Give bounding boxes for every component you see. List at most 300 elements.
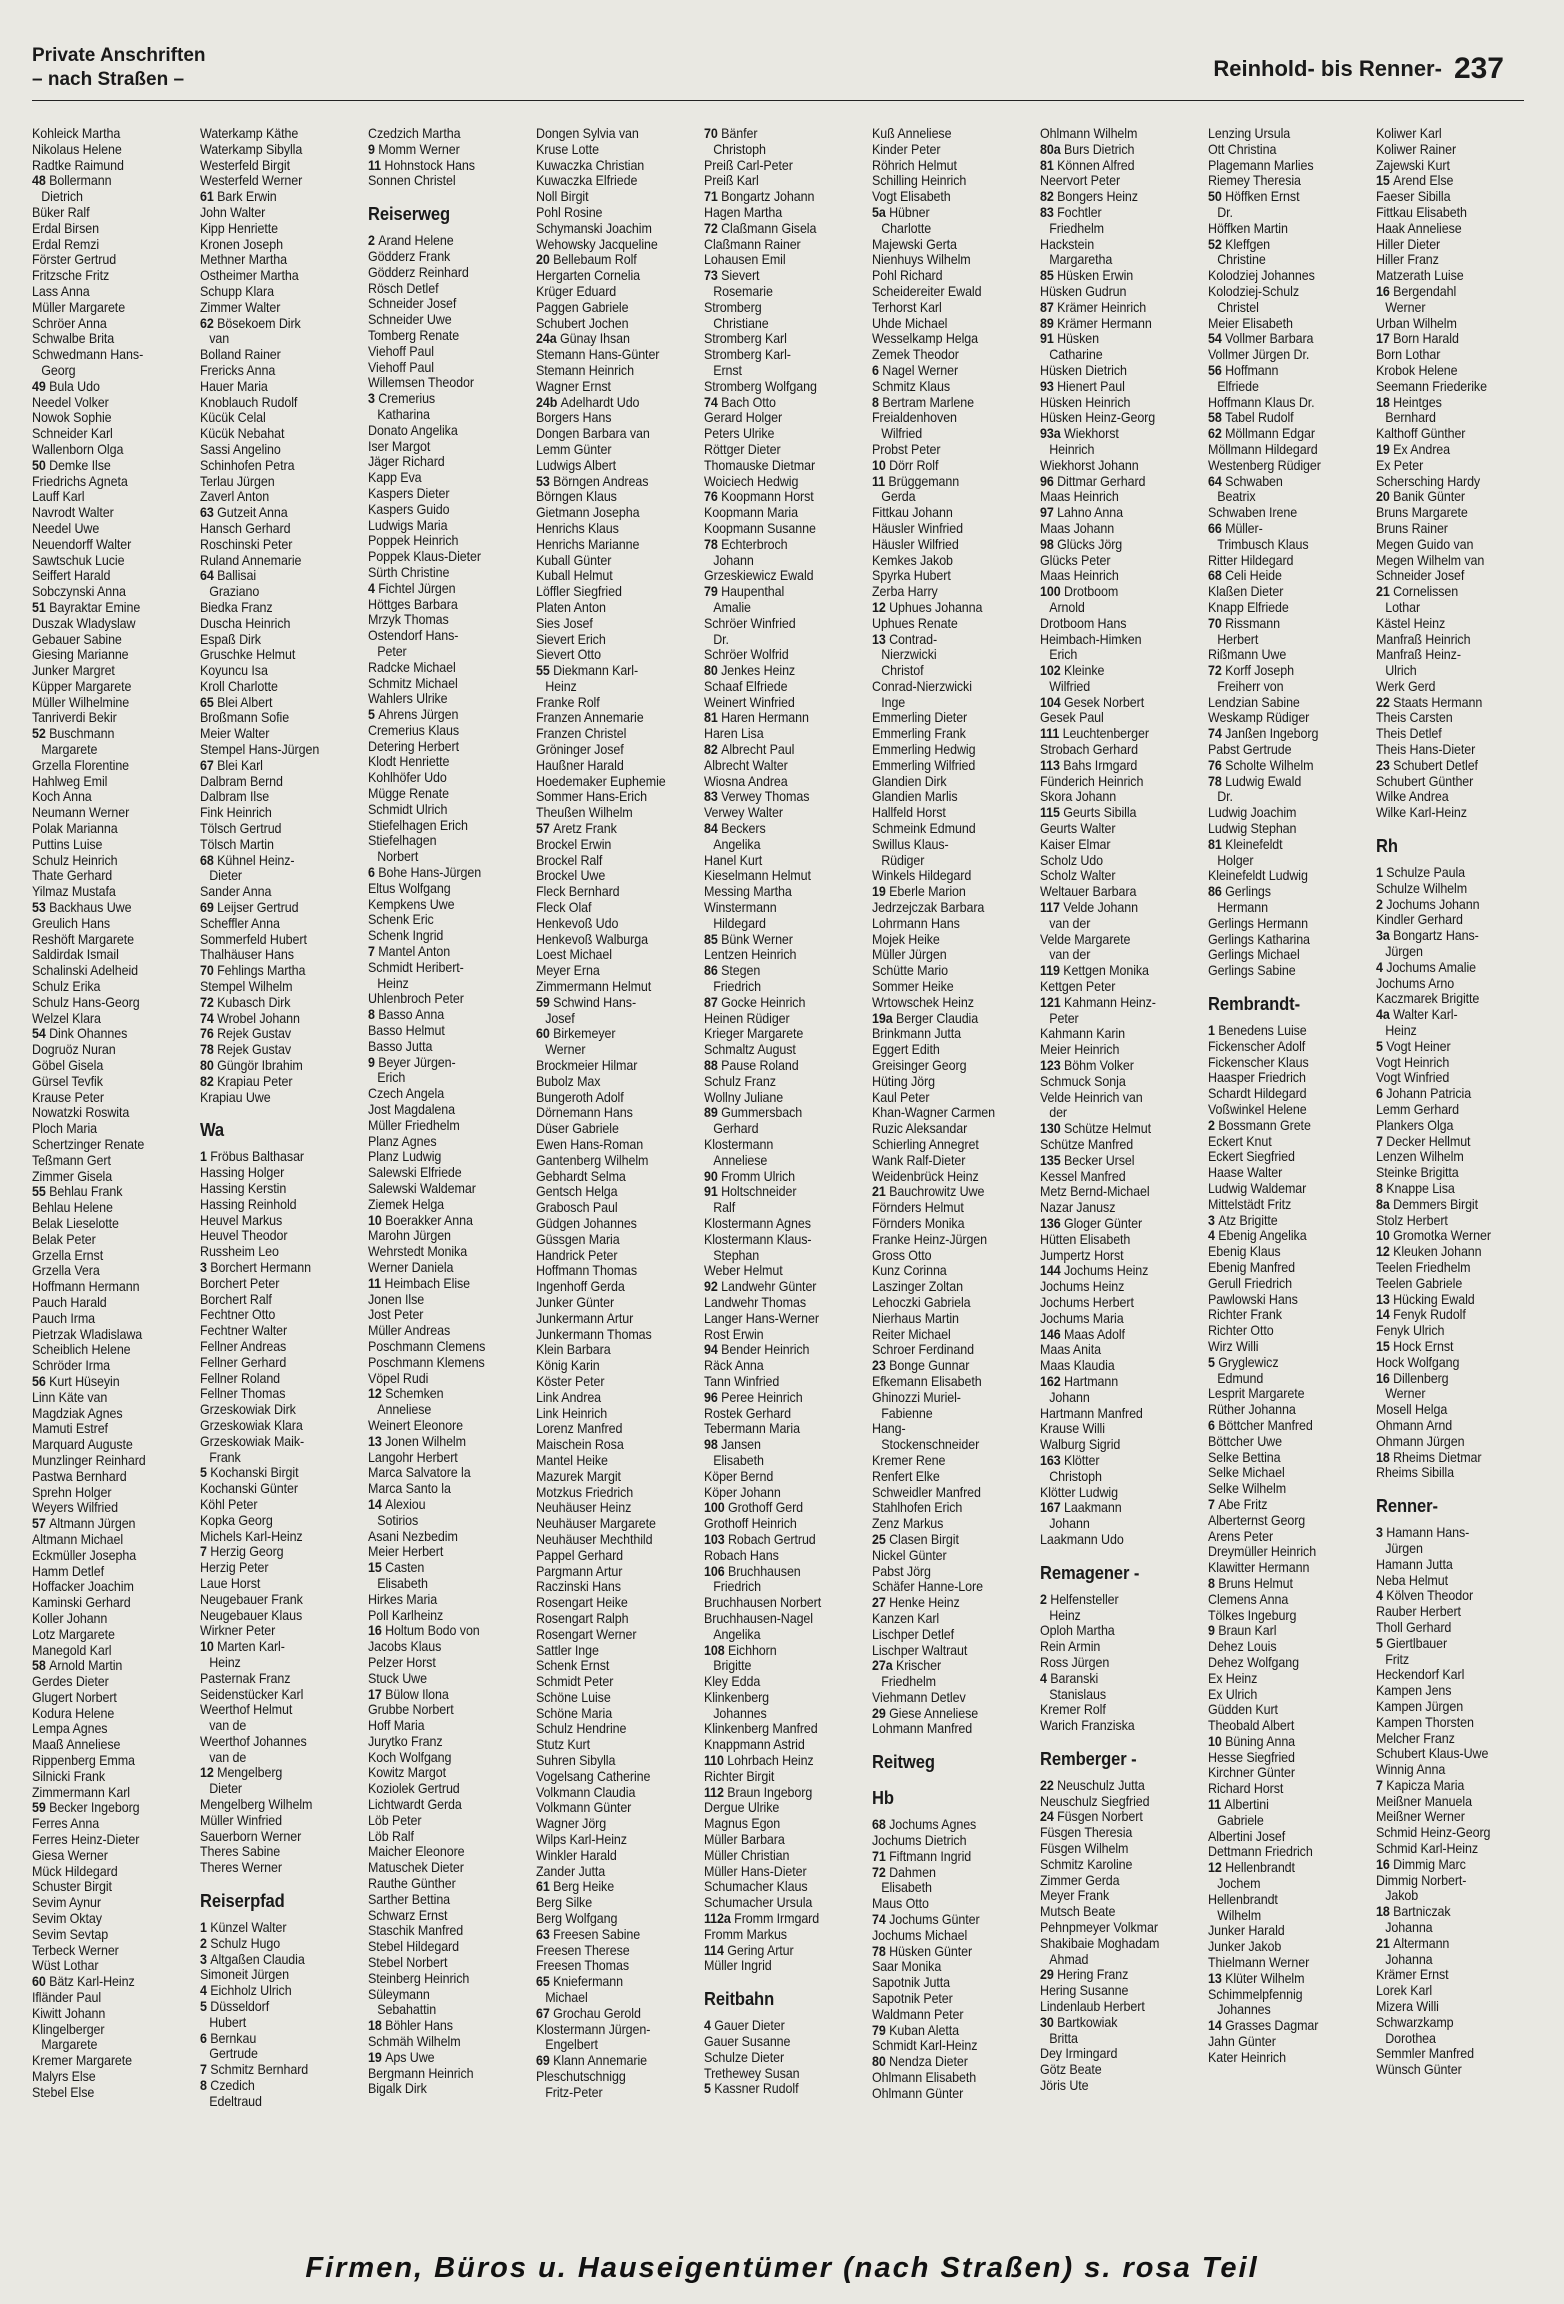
directory-entry: Walburg Sigrid [1040,1437,1121,1453]
house-number: 49 [32,378,50,394]
directory-entry: Gentsch Helga [536,1184,618,1200]
directory-entry: Terbeck Werner [32,1942,119,1958]
directory-entry: 58 Tabel Rudolf [1208,410,1294,426]
directory-entry: Tölsch Martin [200,836,274,852]
directory-entry: Zajewski Kurt [1376,157,1450,173]
house-number: 58 [1208,410,1226,426]
directory-entry: Knoblauch Rudolf [200,394,298,410]
street-heading: Hb [872,1788,894,1809]
page-range-heading [1213,52,1504,86]
directory-entry: Hang- [872,1421,906,1437]
directory-entry: Ross Jürgen [1040,1654,1110,1670]
directory-entry: Weyers Wilfried [32,1500,118,1516]
directory-entry: Räck Anna [704,1358,764,1374]
directory-entry: Viehmann Detlev [872,1689,966,1705]
directory-entry: 57 Aretz Frank [536,821,617,837]
directory-entry: 18 Bartniczak [1376,1904,1451,1920]
directory-entry: Müller Jürgen [872,947,947,963]
directory-entry: Gürsel Tevfik [32,1073,103,1089]
directory-entry: Kaiser Elmar [1040,836,1111,852]
house-number: 136 [1040,1215,1064,1231]
directory-entry: Mittelstädt Fritz [1208,1196,1292,1212]
directory-entry: Theußen Wilhelm [536,805,633,821]
directory-entry: 100 Drotboom [1040,584,1119,600]
directory-entry: Röhrich Helmut [872,157,957,173]
entry-continuation: Hubert [209,2014,247,2030]
house-number: 9 [1208,1623,1219,1639]
directory-entry: 17 Bülow Ilona [368,1686,449,1702]
directory-entry: Rippenberg Emma [32,1753,135,1769]
house-number: 27 [872,1595,890,1611]
directory-entry: Plagemann Marlies [1208,157,1314,173]
directory-entry: Junkermann Artur [536,1310,634,1326]
house-number: 92 [704,1279,722,1295]
directory-entry: Fickenscher Klaus [1208,1054,1309,1070]
directory-entry: 7 Kapicza Maria [1376,1777,1465,1793]
directory-entry: 54 Vollmer Barbara [1208,331,1314,347]
directory-entry: Needel Volker [32,394,109,410]
directory-entry: 62 Möllmann Edgar [1208,426,1315,442]
house-number: 5 [1376,1635,1387,1651]
directory-entry: Jost Magdalena [368,1102,456,1118]
directory-entry: Skora Johann [1040,789,1117,805]
entry-continuation: van [209,331,230,347]
directory-entry: 50 Demke Ilse [32,457,111,473]
directory-entry: Mügge Renate [368,786,449,802]
directory-entry: Ferres Heinz-Dieter [32,1832,140,1848]
entry-continuation: Hermann [1217,900,1269,916]
directory-entry: Gröninger Josef [536,742,624,758]
directory-entry: Schupp Klara [200,283,274,299]
directory-entry: Schneider Uwe [368,312,452,328]
directory-entry: Ruland Annemarie [200,552,302,568]
directory-entry: Möllmann Hildegard [1208,441,1318,457]
directory-entry: Belak Peter [32,1231,96,1247]
house-number: 10 [368,1212,386,1228]
directory-entry: Güdgen Johannes [536,1215,637,1231]
directory-entry: Süleymann [368,1986,430,2002]
directory-entry: Jedrzejczak Barbara [872,900,985,916]
directory-entry: 5 Düsseldorf [200,1999,270,2015]
directory-entry: Schilling Heinrich [872,173,967,189]
directory-entry: Suhren Sibylla [536,1753,616,1769]
directory-entry: Ebenig Klaus [1208,1244,1281,1260]
directory-entry: Rosengart Werner [536,1626,637,1642]
directory-entry: 6 Böttcher Manfred [1208,1417,1313,1433]
directory-entry: Meier Herbert [368,1544,444,1560]
directory-entry: Espaß Dirk [200,631,261,647]
directory-entry: Fritzsche Fritz [32,268,110,284]
directory-entry: Kolodziej-Schulz [1208,283,1299,299]
house-number: 12 [872,599,890,615]
directory-entry: Wesselkamp Helga [872,331,979,347]
street-heading: Remberger - [1040,1748,1137,1769]
directory-entry: Lenzen Wilhelm [1376,1149,1464,1165]
entry-continuation: Rüdiger [881,852,925,868]
directory-entry: Tanriverdi Bekir [32,710,117,726]
directory-entry: Schulze Wilhelm [1376,880,1468,896]
house-number: 21 [1376,1935,1394,1951]
directory-entry: Stemann Hans-Günter [536,347,660,363]
directory-entry: Poppek Heinrich [368,533,459,549]
directory-entry: Grzeskiewicz Ewald [704,568,814,584]
house-number: 71 [704,189,722,205]
directory-entry: Weinert Winfried [704,694,795,710]
directory-entry: Hiller Dieter [1376,236,1441,252]
house-number: 15 [368,1560,386,1576]
directory-entry: Koziolek Gertrud [368,1781,460,1797]
directory-entry: Hauer Maria [200,378,268,394]
directory-entry: Laakmann Udo [1040,1531,1124,1547]
directory-entry: 72 Dahmen [872,1864,936,1880]
directory-entry: Sassi Angelino [200,441,281,457]
house-number: 94 [704,1342,722,1358]
directory-entry: Richard Horst [1208,1781,1284,1797]
directory-entry: Brinkmann Jutta [872,1026,961,1042]
directory-entry: 18 Rheims Dietmar [1376,1449,1482,1465]
directory-entry: Klingelberger [32,2021,105,2037]
house-number: 68 [200,852,218,868]
directory-entry: Fickenscher Adolf [1208,1038,1306,1054]
directory-entry: Manegold Karl [32,1642,112,1658]
directory-entry: Schmitz Karoline [1040,1856,1133,1872]
directory-entry: Ifländer Paul [32,1990,102,2006]
directory-entry: Glugert Norbert [32,1689,117,1705]
directory-entry: Dreymüller Heinrich [1208,1544,1317,1560]
directory-entry: Born Lothar [1376,347,1441,363]
directory-entry: Neuhäuser Margarete [536,1516,656,1532]
directory-entry: Richter Birgit [704,1768,775,1784]
directory-entry: Kindler Gerhard [1376,912,1463,928]
directory-entry: Yilmaz Mustafa [32,884,116,900]
directory-entry: 19 Ex Andrea [1376,441,1451,457]
directory-entry: Wehowsky Jacqueline [536,236,658,252]
directory-entry: Welzel Klara [32,1010,101,1026]
directory-entry: 91 Holtschneider [704,1184,797,1200]
directory-entry: Nikolaus Helene [32,141,122,157]
directory-entry: Gerlings Hermann [1208,915,1309,931]
directory-entry: Eggert Edith [872,1042,940,1058]
directory-entry: Nierhaus Martin [872,1310,959,1326]
directory-entry: Marohn Jürgen [368,1228,451,1244]
directory-entry: 13 Klüter Wilhelm [1208,1970,1305,1986]
directory-entry: Vollmer Jürgen Dr. [1208,347,1310,363]
directory-entry: Lohmann Manfred [872,1721,973,1737]
directory-entry: Kruse Lotte [536,141,599,157]
directory-entry: Dey Irmingard [1040,2046,1118,2062]
directory-entry: Schulze Dieter [704,2049,785,2065]
directory-entry: Stuck Uwe [368,1670,427,1686]
directory-entry: 1 Benedens Luise [1208,1023,1307,1039]
house-number: 64 [1208,473,1226,489]
entry-continuation: Margarete [41,2037,98,2053]
directory-entry: Schwedmann Hans- [32,347,144,363]
directory-entry: Dongen Sylvia van [536,126,639,141]
house-number: 11 [872,473,889,489]
directory-entry: Büker Ralf [32,204,90,220]
directory-entry: Krause Peter [32,1089,104,1105]
directory-entry: Emmerling Frank [872,726,966,742]
directory-entry: 12 Mengelberg [200,1765,283,1781]
directory-entry: Seemann Friederike [1376,378,1487,394]
directory-entry: Schertzinger Renate [32,1137,145,1152]
house-number: 2 [1208,1117,1219,1133]
house-number: 11 [1208,1797,1225,1813]
directory-entry: Biedka Franz [200,599,273,615]
directory-entry: Schmidt Heribert- [368,959,464,975]
directory-entry: 4 Eichholz Ulrich [200,1983,292,1999]
directory-entry: Nickel Günter [872,1547,947,1563]
directory-entry: Czedzich Martha [368,126,461,141]
directory-entry: Heuvel Markus [200,1212,283,1228]
house-number: 144 [1040,1263,1064,1279]
directory-entry: Nowok Sophie [32,410,112,426]
directory-entry: 10 Marten Karl- [200,1639,285,1655]
house-number: 23 [872,1358,890,1374]
directory-entry: Lichtwardt Gerda [368,1797,462,1813]
directory-entry: Eckert Siegfried [1208,1149,1295,1165]
directory-entry: 86 Stegen [704,963,761,979]
directory-entry: Hansch Gerhard [200,520,291,536]
directory-entry: Lorek Karl [1376,1983,1433,1999]
directory-entry: Link Heinrich [536,1405,608,1421]
house-number: 30 [1040,2014,1058,2030]
directory-entry: Riemey Theresia [1208,173,1301,189]
entry-continuation: Catharine [1049,347,1103,363]
directory-entry: Fellner Thomas [200,1386,286,1402]
house-number: 5a [872,204,890,220]
directory-entry: Duscha Heinrich [200,615,291,631]
house-number: 19 [368,2049,386,2065]
house-number: 13 [872,631,890,647]
directory-entry: Willemsen Theodor [368,375,474,391]
entry-continuation: Werner [1385,299,1426,315]
directory-entry: 83 Fochtler [1040,204,1102,220]
directory-entry: 106 Bruchhausen [704,1563,801,1579]
directory-entry: Schmaltz August [704,1042,796,1058]
house-number: 80 [704,663,722,679]
house-number: 60 [536,1026,554,1042]
directory-entry: Güdden Kurt [1208,1702,1278,1718]
directory-entry: Nowatzki Roswita [32,1105,130,1121]
house-number: 78 [872,1943,890,1959]
house-number: 68 [872,1817,890,1833]
entry-continuation: Dr. [1217,789,1233,805]
directory-entry: 16 Bergendahl [1376,283,1457,299]
directory-entry: Dimmig Norbert- [1376,1872,1467,1888]
directory-entry: Majewski Gerta [872,236,957,252]
directory-entry: 60 Bätz Karl-Heinz [32,1974,135,1990]
entry-continuation: Frank [209,1449,241,1465]
directory-entry: 56 Hoffmann [1208,362,1279,378]
directory-entry: Waldmann Peter [872,2006,964,2022]
directory-entry: 12 Hellenbrandt [1208,1860,1295,1876]
directory-entry: 22 Staats Hermann [1376,694,1483,710]
directory-entry: Schröer Anna [32,315,107,331]
directory-entry: Kaczmarek Brigitte [1376,991,1480,1007]
house-number: 54 [1208,331,1226,347]
directory-entry: 49 Bula Udo [32,378,100,394]
house-number: 8 [368,1007,379,1023]
house-number: 8 [872,394,883,410]
directory-entry: 67 Grochau Gerold [536,2005,641,2021]
house-number: 61 [536,1879,554,1895]
directory-entry: Detering Herbert [368,738,459,754]
directory-entry: 20 Bellebaum Rolf [536,252,637,268]
directory-entry: 96 Peree Heinrich [704,1389,803,1405]
directory-entry: 19a Berger Claudia [872,1010,979,1026]
directory-entry: Lempa Agnes [32,1721,108,1737]
directory-entry: Preiß Carl-Peter [704,157,793,173]
house-number: 4 [1040,1670,1051,1686]
entry-continuation: Elfriede [1217,378,1259,394]
directory-entry: 68 Celi Heide [1208,568,1282,584]
directory-entry: 5 Giertlbauer [1376,1635,1448,1651]
directory-entry: Raczinski Hans [536,1579,621,1595]
directory-entry: Hüsken Dietrich [1040,362,1127,378]
house-number: 18 [1376,1904,1394,1920]
directory-entry: Bergmann Heinrich [368,2065,474,2081]
directory-entry: Semmler Manfred [1376,2046,1475,2062]
directory-entry: Ludwig Stephan [1208,821,1297,837]
directory-entry: 103 Robach Gertrud [704,1531,816,1547]
directory-entry: John Walter [200,204,266,220]
house-number: 13 [1208,1970,1226,1986]
directory-entry: 15 Arend Else [1376,173,1454,189]
house-number: 76 [200,1026,218,1042]
directory-entry: Emmerling Hedwig [872,742,976,758]
directory-column [704,126,857,2218]
directory-entry: Strobach Gerhard [1040,742,1138,758]
directory-entry: Sander Anna [200,884,272,900]
directory-entry: Sies Josef [536,615,593,631]
directory-entry: Schmidt Ulrich [368,801,448,817]
directory-entry: 136 Gloger Günter [1040,1215,1143,1231]
directory-entry: Jochums Arno [1376,975,1455,991]
directory-entry: Kleinefeldt Ludwig [1208,868,1308,884]
directory-entry: Sarther Bettina [368,1891,451,1907]
directory-entry: Grzella Vera [32,1263,100,1279]
directory-entry: Schumacher Ursula [704,1895,813,1911]
directory-entry: 89 Krämer Hermann [1040,315,1152,331]
directory-entry: 74 Wrobel Johann [200,1010,300,1026]
directory-entry: Fromm Markus [704,1926,787,1942]
entry-continuation: Britta [1049,2030,1078,2046]
directory-entry: Saldirdak Ismail [32,947,119,963]
directory-entry: Gross Otto [872,1247,932,1263]
directory-entry: Haase Walter [1208,1165,1283,1181]
directory-entry: Laszinger Zoltan [872,1279,963,1295]
house-number: 83 [704,789,722,805]
directory-entry: Stromberg Wolfgang [704,378,817,394]
directory-entry: Cremerius Klaus [368,722,460,738]
directory-entry: Kieselmann Helmut [704,868,811,884]
directory-entry: Paggen Gabriele [536,299,629,315]
house-number: 74 [200,1010,218,1026]
house-number: 106 [704,1563,728,1579]
house-number: 16 [368,1623,386,1639]
directory-entry: Mrzyk Thomas [368,612,449,628]
directory-entry: Klinkenberg Manfred [704,1721,818,1737]
directory-entry: Meier Elisabeth [1208,315,1293,331]
directory-entry: Ott Christina [1208,141,1277,157]
directory-entry: Pappel Gerhard [536,1547,624,1563]
directory-entry: 72 Kubasch Dirk [200,994,291,1010]
house-number: 64 [200,568,218,584]
directory-entry: 96 Dittmar Gerhard [1040,473,1146,489]
house-number: 80 [872,2054,890,2070]
directory-entry: Gebauer Sabine [32,631,122,647]
house-number: 98 [1040,536,1058,552]
house-number: 24 [1040,1809,1058,1825]
directory-entry: Tebermann Maria [704,1421,800,1437]
directory-entry: Lehoczki Gabriela [872,1294,971,1310]
directory-entry: Theis Carsten [1376,710,1453,726]
directory-entry: 68 Kühnel Heinz- [200,852,295,868]
directory-entry: 7 Schmitz Bernhard [200,2062,309,2078]
directory-entry: Laue Horst [200,1575,261,1591]
entry-continuation: Josef [545,1010,575,1026]
directory-entry: Pelzer Horst [368,1654,436,1670]
directory-entry: Müller Andreas [368,1323,451,1339]
directory-entry: Schinhofen Petra [200,457,295,473]
directory-entry: Ingenhoff Gerda [536,1279,625,1295]
house-number: 104 [1040,694,1064,710]
entry-continuation: Wilhelm [1217,1907,1262,1923]
directory-entry: König Karin [536,1358,600,1374]
directory-entry: Zimmermann Karl [32,1784,130,1800]
entry-continuation: Angelika [713,836,761,852]
house-number: 65 [536,1974,554,1990]
directory-entry: Dergue Ulrike [704,1800,780,1816]
directory-entry: Franke Rolf [536,694,600,710]
directory-entry: Kuß Anneliese [872,126,952,141]
entry-continuation: Johannes [713,1705,767,1721]
house-number: 50 [32,457,50,473]
house-number: 4 [1376,959,1387,975]
directory-entry: 3 Borchert Hermann [200,1259,311,1275]
directory-entry: 6 Nagel Werner [872,362,959,378]
directory-entry: Giesing Marianne [32,647,129,663]
directory-entry: 79 Kuban Aletta [872,2022,959,2038]
house-number: 113 [1040,757,1064,773]
house-number: 82 [704,742,722,758]
house-number: 16 [1376,283,1394,299]
house-number: 110 [704,1753,728,1769]
entry-continuation: Jürgen [1385,944,1423,960]
directory-entry: Sobczynski Anna [32,584,126,600]
house-number: 9 [368,1054,379,1070]
directory-entry: Schulz Franz [704,1073,776,1089]
directory-entry: Ludwigs Albert [536,457,617,473]
directory-entry: Schwalbe Brita [32,331,115,347]
directory-entry: Hallfeld Horst [872,805,946,821]
entry-continuation: Gerhard [713,1121,759,1137]
house-number: 74 [872,1912,890,1928]
house-number: 59 [32,1800,50,1816]
directory-entry: Kücük Nebahat [200,426,285,442]
directory-entry: Vöpel Rudi [368,1370,429,1386]
directory-entry: Kessel Manfred [1040,1168,1126,1184]
directory-entry: 82 Albrecht Paul [704,742,795,758]
directory-entry: Hesse Siegfried [1208,1749,1295,1765]
directory-entry: Grothoff Heinrich [704,1516,797,1532]
house-number: 24a [536,331,560,347]
entry-continuation: Wilfried [1049,678,1091,694]
directory-entry: Lendzian Sabine [1208,694,1300,710]
directory-entry: Megen Wilhelm van [1376,552,1485,568]
directory-entry: 61 Bark Erwin [200,189,277,205]
